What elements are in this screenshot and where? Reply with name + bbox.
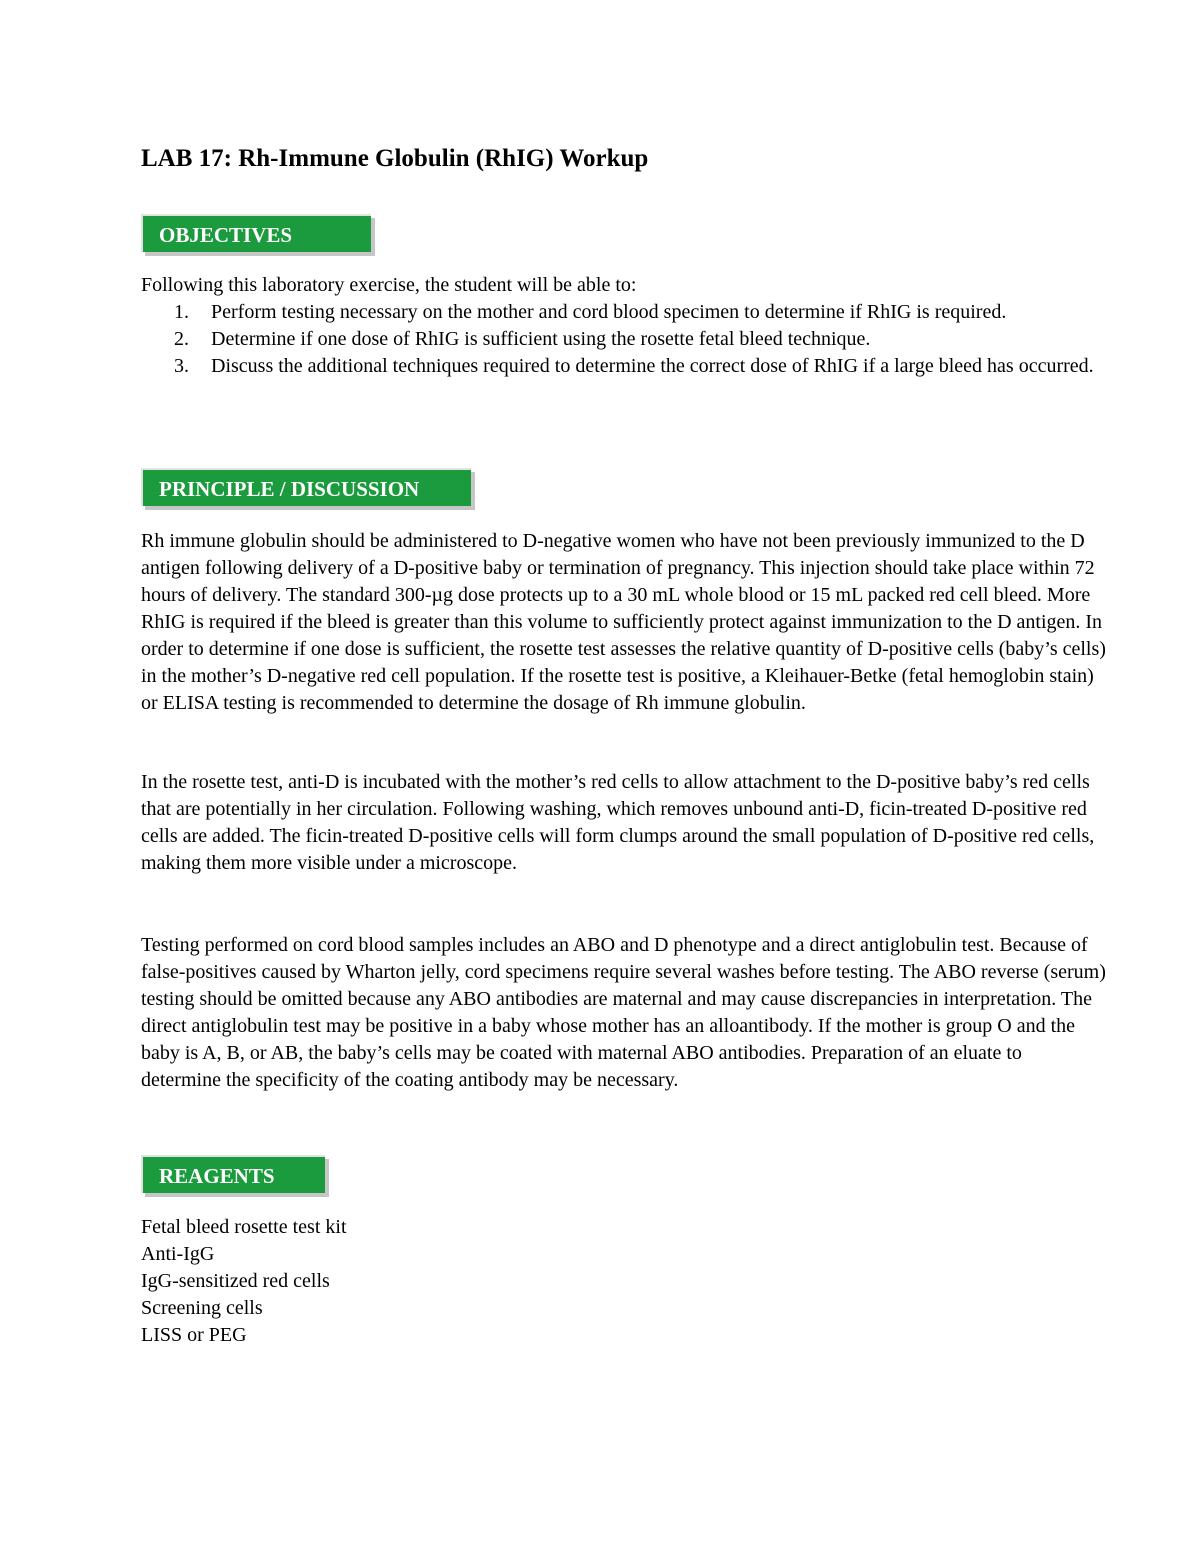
objectives-section-label: OBJECTIVES (141, 214, 371, 252)
list-item (141, 299, 1101, 326)
page-title: LAB 17: Rh-Immune Globulin (RhIG) Workup (141, 145, 649, 172)
list-item (141, 353, 1101, 380)
principle-paragraph-3: Testing performed on cord blood samples includes an ABO and D phenotype and a direct antiglobulin test. Because of false-positives caused by Wharton jelly, cord specimens require several washes before testing. The ABO reverse (serum) testing should be omitted because any ABO antibodies are maternal and may cause discrepancies in interpretation. The direct antiglobulin test may be positive in a baby whose mother has an alloantibody. If the mother is group O and the baby is A, B, or AB, the baby’s cells may be coated with maternal ABO antibodies. Preparation of an eluate to determine the specificity of the coating antibody may be necessary. (141, 934, 1106, 1091)
list-item: Fetal bleed rosette test kit (141, 1216, 347, 1238)
principle-paragraph-2: In the rosette test, anti-D is incubated with the mother’s red cells to allow attachment to the D-positive baby’s red cells that are potentially in her circulation. Following washing, which removes unbound anti-D, ficin-treated D-positive red cells are added. The ficin-treated D-positive cells will form clumps around the small population of D-positive red cells, making them more visible under a microscope. (141, 771, 1095, 874)
principle-section-label: PRINCIPLE / DISCUSSION (141, 468, 471, 506)
objectives-intro: Following this laboratory exercise, the student will be able to: (141, 274, 637, 296)
list-item-text: Perform testing necessary on the mother and cord blood specimen to determine if RhIG is required. (211, 301, 1007, 323)
principle-paragraph-1: Rh immune globulin should be administered to D-negative women who have not been previously immunized to the D antigen following delivery of a D-positive baby or termination of pregnancy. This injection should take place within 72 hours of delivery. The standard 300-µg dose protects up to a 30 mL whole blood or 15 mL packed red cell bleed. More RhIG is required if the bleed is greater than this volume to sufficiently protect against immunization to the D antigen. In order to determine if one dose is sufficient, the rosette test assesses the relative quantity of D-positive cells (baby’s cells) in the mother’s D-negative red cell population. If the rosette test is positive, a Kleihauer-Betke (fetal hemoglobin stain) or ELISA testing is recommended to determine the dosage of Rh immune globulin. (141, 530, 1106, 714)
list-item: IgG-sensitized red cells (141, 1270, 330, 1292)
list-item: LISS or PEG (141, 1324, 247, 1346)
reagents-section-label: REAGENTS (141, 1155, 325, 1193)
list-item-text: Determine if one dose of RhIG is sufficient using the rosette fetal bleed technique. (211, 328, 871, 350)
list-item: Screening cells (141, 1297, 263, 1319)
reagents-list (141, 1214, 347, 1349)
list-item-number: 1. (174, 301, 189, 323)
list-item (141, 326, 1101, 353)
list-item-text: Discuss the additional techniques required to determine the correct dose of RhIG if a large bleed has occurred. (211, 355, 1094, 377)
objectives-list (141, 299, 1101, 380)
list-item: Anti-IgG (141, 1243, 215, 1265)
list-item-number: 3. (174, 355, 189, 377)
list-item-number: 2. (174, 328, 189, 350)
